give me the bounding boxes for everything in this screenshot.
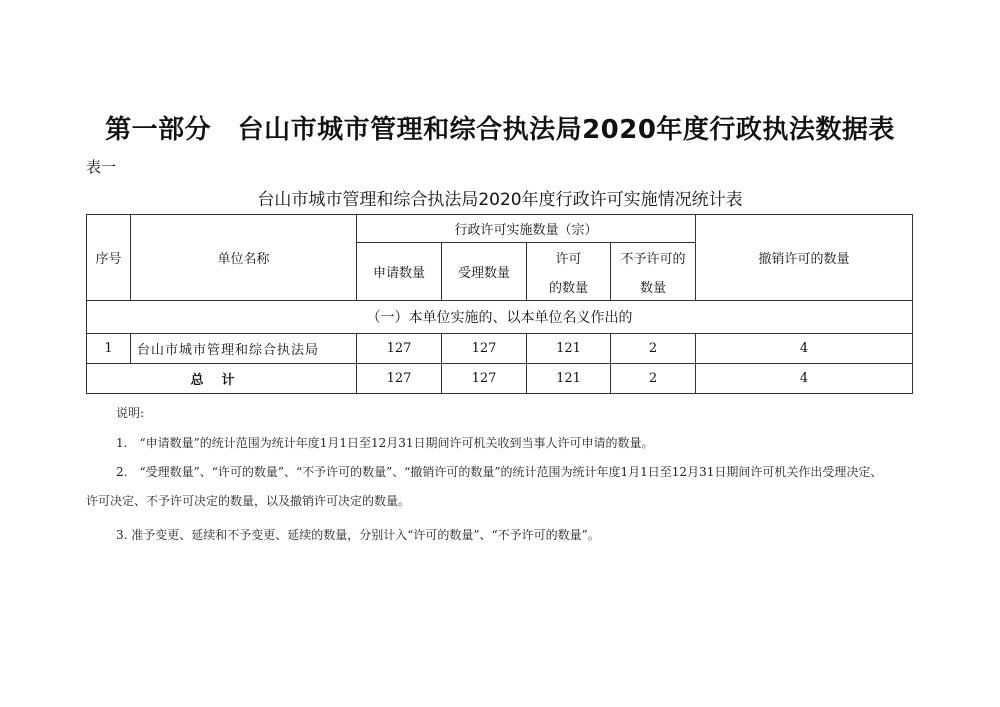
note-1: 1. “申请数量”的统计范围为统计年度1月1日至12月31日期间许可机关收到当事人许可申请的数量。 <box>116 436 654 450</box>
header-group: 行政许可实施数量（宗） <box>357 215 696 243</box>
header-deny-line1: 不予许可的 <box>611 243 696 273</box>
note-2: 2. “受理数量”、“许可的数量”、“不予许可的数量”、“撤销许可的数量”的统计范围为统计年度1月1日至12月31日期间许可机关作出受理决定、许可决定、不予许可决定的数量，以及撤销许可决定的数量。 <box>86 465 883 508</box>
header-seq: 序号 <box>87 215 131 301</box>
table-row <box>87 334 913 364</box>
section-label: （一）本单位实施的、以本单位名义作出的 <box>87 301 913 334</box>
total-label: 总计 <box>87 364 357 394</box>
cell-apply: 127 <box>357 334 442 364</box>
header-revoke: 撤销许可的数量 <box>696 215 913 301</box>
cell-unit: 台山市城市管理和综合执法局 <box>131 334 357 364</box>
header-row-1 <box>87 215 913 243</box>
table-number: 表一 <box>86 158 117 176</box>
total-accept: 127 <box>442 364 527 394</box>
section-row <box>87 301 913 334</box>
total-deny: 2 <box>611 364 696 394</box>
cell-seq: 1 <box>87 334 131 364</box>
cell-revoke: 4 <box>696 334 913 364</box>
total-apply: 127 <box>357 364 442 394</box>
page-title: 第一部分 台山市城市管理和综合执法局2020年度行政执法数据表 <box>105 115 895 145</box>
cell-accept: 127 <box>442 334 527 364</box>
header-accept: 受理数量 <box>442 243 527 301</box>
header-permit-line1: 许可 <box>527 243 611 273</box>
statistics-table <box>86 214 913 394</box>
header-unit-name: 单位名称 <box>131 215 357 301</box>
total-revoke: 4 <box>696 364 913 394</box>
notes-heading: 说明: <box>116 406 145 420</box>
cell-deny: 2 <box>611 334 696 364</box>
header-apply: 申请数量 <box>357 243 442 301</box>
total-row <box>87 364 913 394</box>
total-permit: 121 <box>527 364 611 394</box>
header-permit-line2: 的数量 <box>527 273 611 301</box>
header-deny-line2: 数量 <box>611 273 696 301</box>
table-title: 台山市城市管理和综合执法局2020年度行政许可实施情况统计表 <box>257 190 743 210</box>
cell-permit: 121 <box>527 334 611 364</box>
note-3: 3. 准予变更、延续和不予变更、延续的数量，分别计入“许可的数量”、“不予许可的数量”。 <box>116 528 600 542</box>
